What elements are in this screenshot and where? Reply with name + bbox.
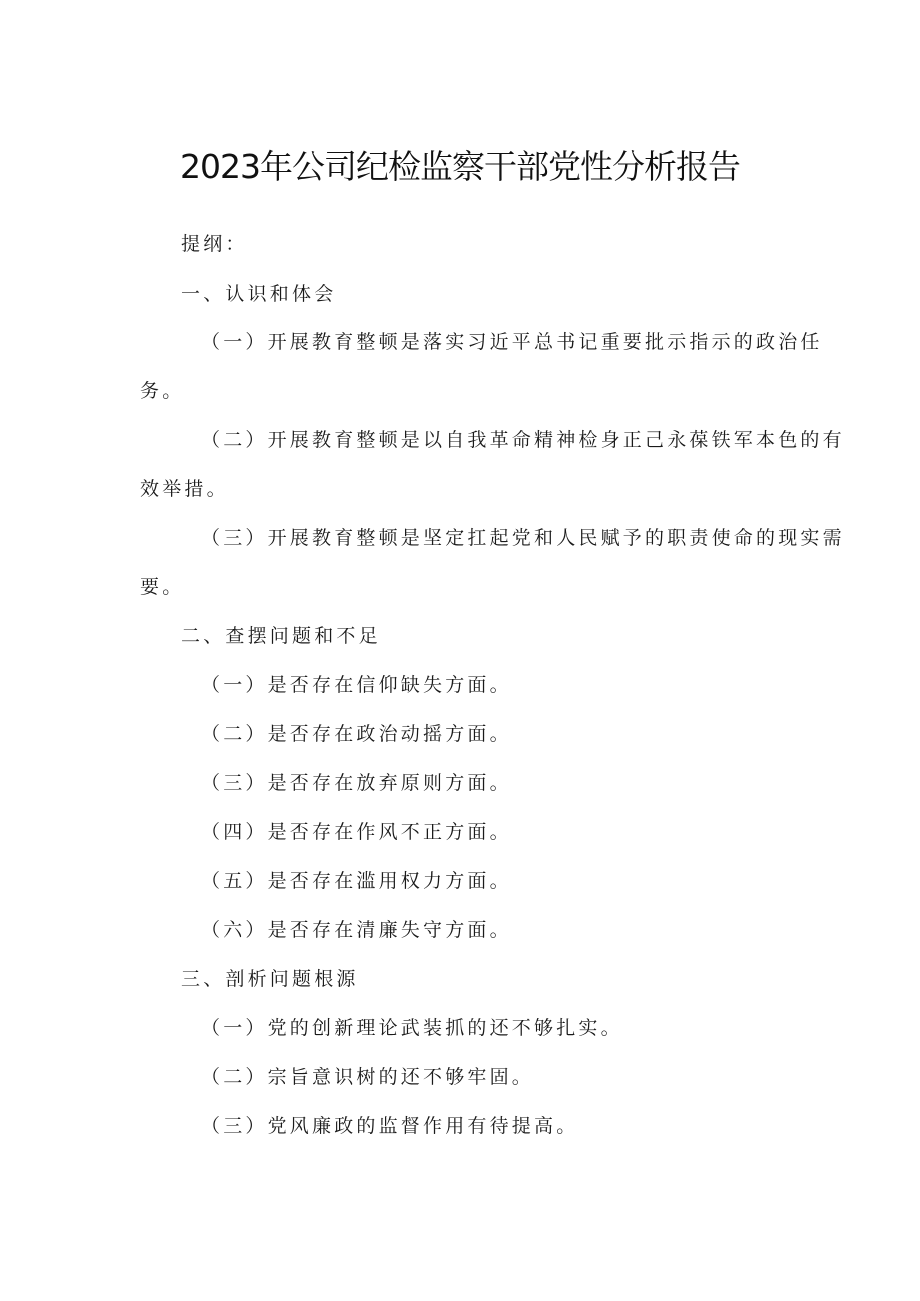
section-2-item-1: （一）是否存在信仰缺失方面。: [201, 674, 512, 696]
section-2-item-4: （四）是否存在作风不正方面。: [201, 821, 512, 843]
outline-label: 提纲：: [181, 233, 248, 255]
section-1-paragraph-1-line-2: 务。: [140, 380, 185, 402]
section-3-item-3: （三）党风廉政的监督作用有待提高。: [201, 1115, 579, 1137]
section-1-heading: 一、认识和体会: [181, 283, 337, 305]
section-3-item-1: （一）党的创新理论武装抓的还不够扎实。: [201, 1017, 623, 1039]
section-1-paragraph-1-line-1: （一）开展教育整顿是落实习近平总书记重要批示指示的政治任: [201, 331, 823, 353]
section-3-heading: 三、剖析问题根源: [181, 968, 359, 990]
section-2-item-2: （二）是否存在政治动摇方面。: [201, 723, 512, 745]
section-2-item-3: （三）是否存在放弃原则方面。: [201, 772, 512, 794]
section-3-item-2: （二）宗旨意识树的还不够牢固。: [201, 1066, 535, 1088]
section-1-paragraph-3-line-1: （三）开展教育整顿是坚定扛起党和人民赋予的职责使命的现实需: [201, 527, 845, 549]
section-2-item-5: （五）是否存在滥用权力方面。: [201, 870, 512, 892]
section-2-heading: 二、查摆问题和不足: [181, 625, 381, 647]
document-title: 2023年公司纪检监察干部党性分析报告: [180, 147, 740, 186]
section-1-paragraph-3-line-2: 要。: [140, 576, 185, 598]
section-1-paragraph-2-line-1: （二）开展教育整顿是以自我革命精神检身正己永葆铁军本色的有: [201, 429, 845, 451]
section-1-paragraph-2-line-2: 效举措。: [140, 478, 229, 500]
section-2-item-6: （六）是否存在清廉失守方面。: [201, 919, 512, 941]
